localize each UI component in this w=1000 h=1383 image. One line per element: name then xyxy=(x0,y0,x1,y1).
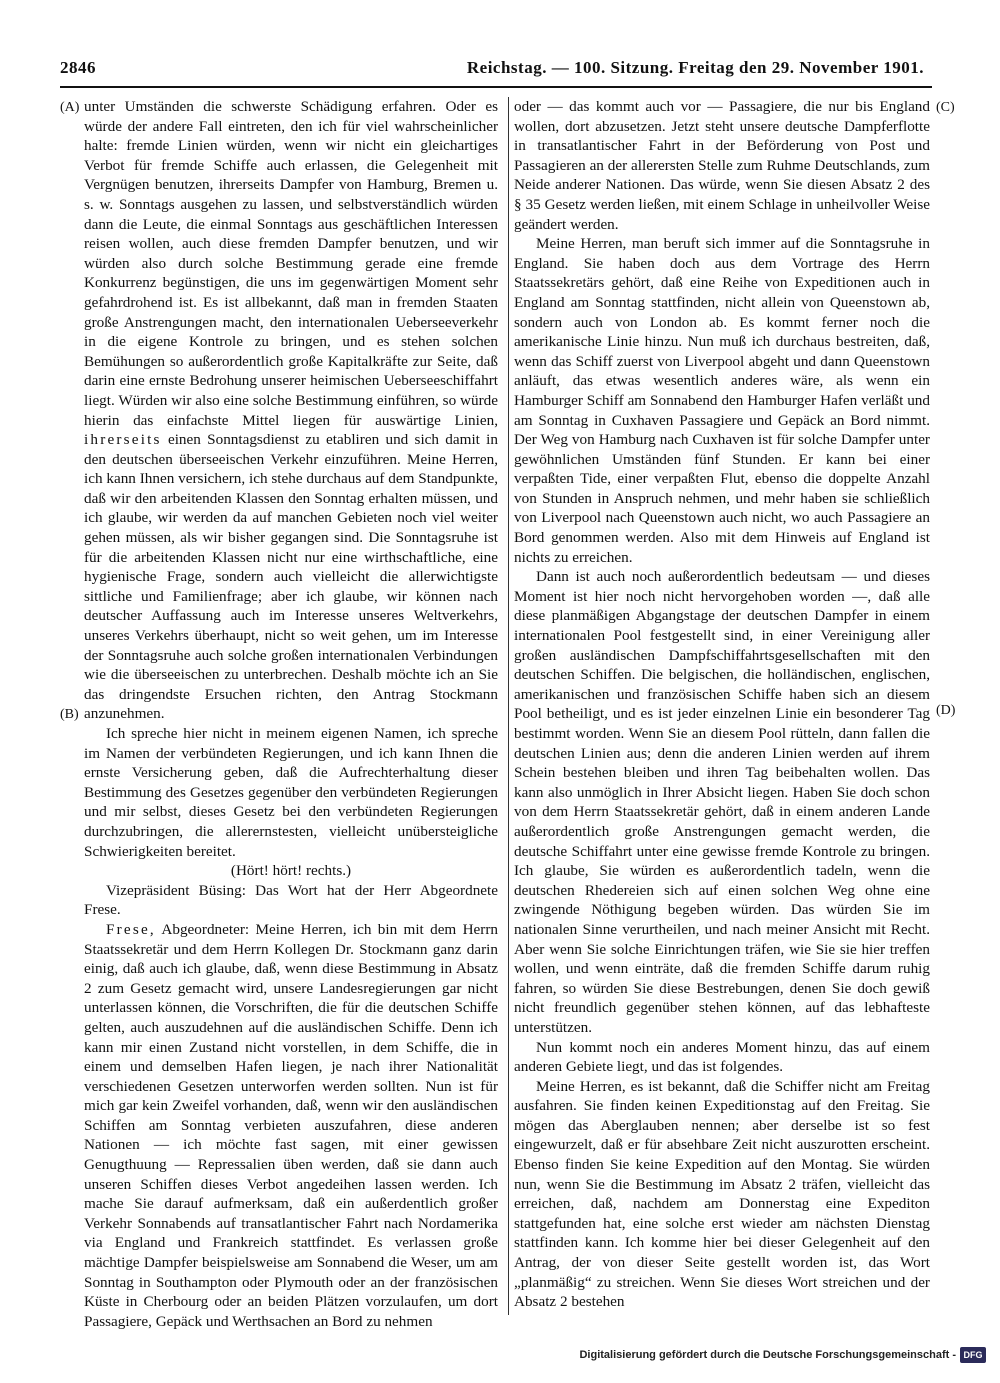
page-number: 2846 xyxy=(60,58,96,77)
speaker-frese: Frese, xyxy=(106,920,156,938)
margin-marker-c: (C) xyxy=(936,100,955,115)
left-p1b-text: einen Sonntagsdienst zu etabliren und sich damit in den deutschen überseeischen Verkehr einzuführen. Meine Herren, ich kann Ihnen versichern, ich stehe durchaus auf dem Standpunkte, daß wir den arbeitenden Klassen den Sonntag erhalten müssen, und ich glaube, wir werden da auf manchen Gebieten noch viel weiter gehen müssen, als wir bisher gegangen sind. Die Sonntagsruhe ist für die arbeitenden Klassen nicht nur eine wirthschaftliche, eine hygienische Frage, sondern auch vielleicht die allerwichtigste sittliche und Familienfrage; aber ich glaube, wir können nach deutscher Auffassung auch im Interesse unseres Weltverkehrs, unseres Verkehrs überhaupt, nicht so weit gehen, um im Interesse der Sonntagsruhe auch solche großen internationalen Verbindungen wie die überseeischen zu unterbrechen. Deshalb möchte ich an Sie das dringendste Ersuchen richten, den Antrag Stockmann anzunehmen. xyxy=(84,431,499,723)
left-column xyxy=(84,97,499,1330)
margin-marker-b: (B) xyxy=(60,707,79,722)
right-paragraph-1: oder — das kommt auch vor — Passagiere, die nur bis England wollen, dort abzusetzen. Jetzt steht unsere deutsche Dampferflotte in transatlantischer Fahrt in der Beförderung von Post und Passagieren an der allerersten Stelle zum Ruhme Deutschlands, zum Neide anderer Nationen. Das würde, wenn Sie diesen Absatz 2 des § 35 Gesetz werden ließen, mit einem Schlage in unheilvoller Weise geändert werden. xyxy=(514,98,930,233)
column-divider xyxy=(508,97,509,1315)
right-paragraph-5: Meine Herren, es ist bekannt, daß die Schiffer nicht am Freitag ausfahren. Sie finden keinen Expeditionstag auf den Freitag. Sie mögen das Aberglauben nennen; aber derselbe ist so fest eingewurzelt, daß er für absehbare Zeit nicht auszurotten erscheint. Ebenso finden Sie keine Expedition auf den Montag. Sie würden nun, wenn Sie die Bestimmung im Absatz 2 träfen, vielleicht das erreichen, daß, nachdem am Donnerstag eine Expediton stattgefunden hat, eine solche erst wieder am nächsten Dienstag stattfinden kann. Ich komme hier bei dieser Gelegenheit auf den Antrag, der von dieser Seite gestellt worden ist, das Wort „planmäßig“ zu streichen. Wenn Sie dieses Wort streichen und der Absatz 2 bestehen xyxy=(514,1077,930,1311)
left-applause: (Hört! hört! rechts.) xyxy=(230,862,352,880)
margin-marker-a: (A) xyxy=(60,100,80,115)
dfg-logo-icon: DFG xyxy=(960,1347,986,1363)
right-paragraph-4: Nun kommt noch ein anderes Moment hinzu, das auf einem anderen Gebiete liegt, und das ist folgendes. xyxy=(514,1038,930,1076)
left-paragraph-4 xyxy=(84,920,498,1331)
left-p3-text: Das Wort hat der Herr Abgeordnete Frese. xyxy=(84,881,499,919)
left-paragraph-1 xyxy=(84,97,498,724)
margin-marker-d: (D) xyxy=(936,703,956,718)
left-paragraph-2: Ich spreche hier nicht in meinem eigenen Namen, ich spreche im Namen der verbündeten Regierungen, und ich kann Ihnen die ernste Versicherung geben, daß die Aufrechterhaltung dieser Bestimmung des Gesetzes gegenüber den verbündeten Regierungen und mir selbst, dieses Gesetz bei den verbündeten Regierungen durchzubringen, die allerernstesten, vielleicht unübersteigliche Schwierigkeiten bereitet. xyxy=(84,725,498,860)
right-paragraph-3: Dann ist auch noch außerordentlich bedeutsam — und dieses Moment ist hier noch nicht hervorgehoben worden —, daß alle diese planmäßigen Abgangstage der deutschen Dampfer in einem internationalen Pool festgestellt sind, in einer Vereinigung aller großen ausländischen Dampfschiffahrtsgesellschaften mit den deutschen Schiffen. Die belgischen, die holländischen, englischen, amerikanischen und französischen Schiffe haben sich an diesem Pool betheiligt, und es ist jeder einzelnen Linie ein besonderer Tag bestimmt worden. Wenn Sie an diesem Pool rütteln, dann fallen die deutschen Linien aus; denn die anderen Linien werden auf ihrem Schein bestehen bleiben und ihren Tag beibehalten wollen. Das kann also unmöglich in Ihrer Absicht liegen. Haben Sie doch schon von dem Herrn Staatssekretär gehört, daß in einem anderen Lande außerordentlich große Anstrengungen gemacht werden, die deutsche Schiffahrt unter eine gewisse fremde Kontrole zu bringen. Ich glaube, Sie würden es außerordentlich tadeln, wenn die deutschen Rhedereien sich auf einen solchen Weg ohne eine zwingende Nöthigung begeben würden. Das würden Sie im nationalen Sinne verurtheilen, und nach meiner Ansicht mit Recht. Aber wenn Sie solche Einrichtungen träfen, wie Sie sie hier treffen wollen, und wenn einträte, daß die fremden Schiffe darum ruhig fahren, so würden Sie diese Bestrebungen, denen Sie doch gewiß nicht freundlich gegenüber stehen können, auf das lebhafteste unterstützen. xyxy=(514,568,930,1036)
page-title: Reichstag. — 100. Sitzung. Freitag den 29. November 1901. xyxy=(466,58,924,77)
right-paragraph-2: Meine Herren, man beruft sich immer auf die Sonntagsruhe in England. Sie haben doch aus dem Vortrage des Herrn Staatssekretärs gehört, daß eine Reihe von Expeditionen auch in England am Sonntag stattfinden, nicht allein von Queenstown ab, sondern auch von London ab. Es kommt ferner noch die amerikanische Linie hinzu. Nun muß ich durchaus bestreiten, daß, wenn das Schiff zuerst von Liverpool abgeht und dann Queenstown anläuft, das etwas wesentlich anderes wäre, als wenn ein Hamburger Schiff am Sonnabend den Hamburger Hafen verläßt und am Sonntag in Cuxhaven Passagiere und Gepäck an Bord nimmt. Der Weg von Hamburg nach Cuxhaven ist für solche Dampfer unter gewöhnlichen Umständen fünf Stunden. Er kann bei einer verpaßten Tide, einer verpaßten Flut, ebenso die doppelte Anzahl von Stunden in Anspruch nehmen, und mehr haben sie schließlich von Liverpool nach Queenstown auch nicht, wo auch Passagiere an Bord genommen werden. Also mit dem Hinweis auf England ist nichts zu erreichen. xyxy=(514,235,930,566)
left-p4-text: Meine Herren, ich bin mit dem Herrn Staatssekretär und dem Herrn Kollegen Dr. Stockmann ganz darin einig, daß auch ich glaube, daß, wenn diese Bestimmung in Absatz 2 zum Gesetz gemacht wird, unsere Landesregierungen gar nicht unterlassen können, die Vorschriften, die für die deutschen Schiffe gelten, auch auszudehnen auf die ausländischen Schiffe. Denn ich kann mir einen Zustand nicht vorstellen, in dem Schiffe, die in einem und demselben Hafen liegen, je nach ihrer Nationalität verschiedenen Gesetzen unterworfen werden sollten. Nun ist für mich gar kein Zweifel vorhanden, daß, wenn wir den ausländischen Schiffen am Sonntag verbieten auszufahren, diese anderen Nationen — ich möchte fast sagen, mit einer gewissen Genugthuung — Repressalien üben werden, daß sie dann auch unseren Schiffen dieses Verbot angedeihen lassen werden. Ich mache Sie darauf aufmerksam, daß ein außerdentlich großer Verkehr Sonnabends auf transatlantischer Fahrt nach Nordamerika via England und Frankreich stattfindet. Es verlassen große mächtige Dampfer beispielsweise am Sonnabend die Weser, um am Sonntag in Southampton oder Plymouth oder an der französischen Küste in Cherbourg oder an beiden Plätzen vorzulaufen, um dort Passagiere, Gepäck und Werthsachen an Bord zu nehmen xyxy=(84,920,498,1330)
left-p1-text: unter Umständen die schwerste Schädigung erfahren. Oder es würde der andere Fall eintreten, den ich für viel wahrscheinlicher halte: fremde Linien würden, wenn wir nicht ein gleichartiges Verbot für fremde Schiffe auch erlassen, die Gelegenheit mit Vergnügen benutzen, ihrerseits Dampfer von Hamburg, Bremen u. s. w. Sonntags ausgehen zu lassen, und selbstverständlich würden dann die Leute, die einmal Sonntags aus geschäftlichen Interessen reisen wollen, auch diese fremden Dampfer benutzen, und wir würden also durch solche Bestimmung gerade eine fremde Konkurrenz begünstigen, die uns im gegenwärtigen Moment sehr gefahrdrohend ist. Es ist allbekannt, daß man in fremden Staaten große Anstrengungen macht, den internationalen Ueberseeverkehr in die eigene Kontrole zu bringen, und es stehen solchen Bemühungen so außerordentlich große Kapitalkräfte zur Seite, daß darin eine ernste Bedrohung unserer heimischen Ueberseeschiffahrt liegt. Würden wir also eine solche Bestimmung einführen, so würde hierin das einfachste Mittel liegen für auswärtige Linien, xyxy=(84,98,498,429)
speaker-vizepraesident: Vizepräsident Büsing: xyxy=(106,881,246,899)
speaker-role: Abgeordneter: xyxy=(161,920,250,938)
footer-text: Digitalisierung gefördert durch die Deutsche Forschungsgemeinschaft - xyxy=(579,1349,956,1361)
right-column xyxy=(514,97,930,1317)
left-p1-spaced: ihrerseits xyxy=(84,431,162,449)
footer-credit xyxy=(579,1347,986,1363)
header-rule xyxy=(60,86,932,88)
left-paragraph-3 xyxy=(84,881,498,920)
page-header xyxy=(60,58,930,80)
